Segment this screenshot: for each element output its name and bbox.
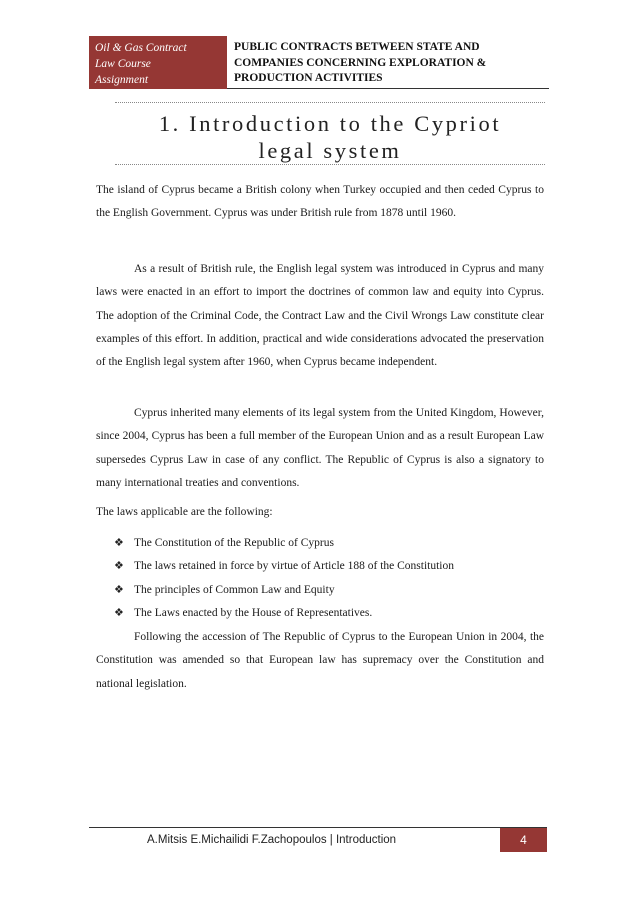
list-item-text: The Laws enacted by the House of Representatives.	[134, 606, 373, 619]
paragraph-accession: Following the accession of The Republic of Cyprus to the European Union in 2004, the Constitution was amended so that European law has supremacy over the Constitution and national legislation.	[96, 631, 544, 690]
header-title-line: COMPANIES CONCERNING EXPLORATION &	[234, 56, 487, 69]
section-heading	[115, 110, 545, 164]
document-header-title	[234, 40, 554, 87]
applicable-laws-list	[114, 532, 454, 625]
course-label-line: Oil & Gas Contract	[95, 42, 187, 54]
diamond-bullet-icon: ❖	[114, 606, 124, 619]
footer-divider	[89, 827, 547, 828]
diamond-bullet-icon: ❖	[114, 537, 124, 549]
list-item-text: The Constitution of the Republic of Cyprus	[134, 537, 334, 549]
header-title-line: PRODUCTION ACTIVITIES	[234, 72, 383, 84]
footer-authors-section: A.Mitsis E.Michailidi F.Zachopoulos | Introduction	[147, 834, 397, 846]
course-label-box	[89, 36, 227, 89]
title-bottom-dotted-rule	[115, 164, 545, 165]
list-item-text: The laws retained in force by virtue of Article 188 of the Constitution	[134, 560, 455, 573]
course-label-line: Assignment	[95, 74, 149, 86]
page-number-badge: 4	[500, 828, 547, 852]
paragraph-colony-history: The island of Cyprus became a British colony when Turkey occupied and then ceded Cyprus to the English Government. Cyprus was under British rule from 1878 until 1960.	[96, 184, 544, 220]
section-heading-line1: 1. Introduction to the Cypriot	[158, 111, 502, 136]
title-top-dotted-rule	[115, 102, 545, 103]
diamond-bullet-icon: ❖	[114, 560, 124, 573]
paragraph-laws-intro: The laws applicable are the following:	[96, 506, 273, 518]
section-heading-line2: legal system	[258, 138, 402, 163]
list-item-text: The principles of Common Law and Equity	[134, 583, 335, 596]
list-item	[114, 602, 454, 625]
list-item	[114, 532, 454, 555]
header-divider	[227, 88, 549, 89]
header-title-line: PUBLIC CONTRACTS BETWEEN STATE AND	[234, 41, 480, 53]
list-item	[114, 555, 454, 578]
diamond-bullet-icon: ❖	[114, 583, 124, 596]
course-label-line: Law Course	[95, 58, 151, 70]
paragraph-eu-membership: Cyprus inherited many elements of its legal system from the United Kingdom, However, since 2004, Cyprus has been a full member of the European Union and as a result European Law supersedes Cyprus Law in case of any conflict. The Republic of Cyprus is also a signatory to many international treaties and conventions.	[96, 407, 544, 489]
list-item	[114, 579, 454, 602]
paragraph-british-rule: As a result of British rule, the English legal system was introduced in Cyprus and many laws were enacted in an effort to import the doctrines of common law and equity into Cyprus. The adoption of the Criminal Code, the Contract Law and the Civil Wrongs Law constitute clear examples of this effort. In addition, practical and wide considerations advocated the preservation of the English legal system after 1960, when Cyprus became independent.	[96, 263, 544, 369]
